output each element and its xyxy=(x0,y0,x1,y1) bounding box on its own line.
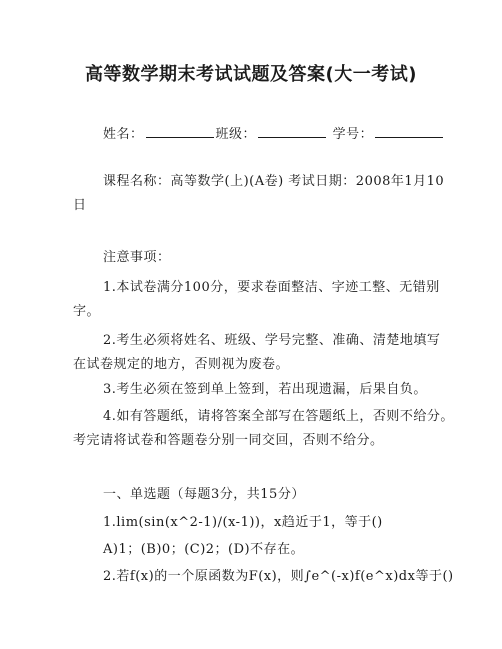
student-id-blank[interactable] xyxy=(375,125,443,138)
note-item-1-continued: 字。 xyxy=(73,304,101,319)
note-item-2: 2.考生必须将姓名、班级、学号完整、准确、清楚地填写 xyxy=(103,333,441,348)
course-info-line-continued: 日 xyxy=(73,198,87,213)
question-2: 2.若f(x)的一个原函数为F(x)，则∫e^(-x)f(e^x)dx等于() xyxy=(103,569,454,584)
course-info-line: 课程名称：高等数学(上)(A卷) 考试日期：2008年1月10 xyxy=(103,174,445,189)
note-item-4: 4.如有答题纸，请将答案全部写在答题纸上，否则不给分。 xyxy=(103,409,454,424)
student-id-label: 学号： xyxy=(332,127,374,142)
document-title: 高等数学期末考试试题及答案(大一考试) xyxy=(85,64,417,85)
name-blank[interactable] xyxy=(146,125,214,138)
section-1-heading: 一、单选题（每题3分，共15分） xyxy=(103,487,305,502)
note-item-2-continued: 在试卷规定的地方，否则视为废卷。 xyxy=(73,357,290,372)
note-item-4-continued: 考完请将试卷和答题卷分别一同交回，否则不给分。 xyxy=(73,433,384,448)
name-label: 姓名： xyxy=(103,127,144,142)
notes-heading: 注意事项： xyxy=(103,250,171,265)
question-1: 1.lim(sin(x^2-1)/(x-1))，x趋近于1，等于() xyxy=(103,515,383,530)
class-blank[interactable] xyxy=(258,125,326,138)
note-item-3: 3.考生必须在签到单上签到，若出现遗漏，后果自负。 xyxy=(103,382,427,397)
question-1-options: A)1；(B)0；(C)2；(D)不存在。 xyxy=(103,542,305,557)
class-label: 班级： xyxy=(215,127,257,142)
note-item-1: 1.本试卷满分100分，要求卷面整洁、字迹工整、无错别 xyxy=(103,280,440,295)
student-info-row xyxy=(103,125,445,143)
